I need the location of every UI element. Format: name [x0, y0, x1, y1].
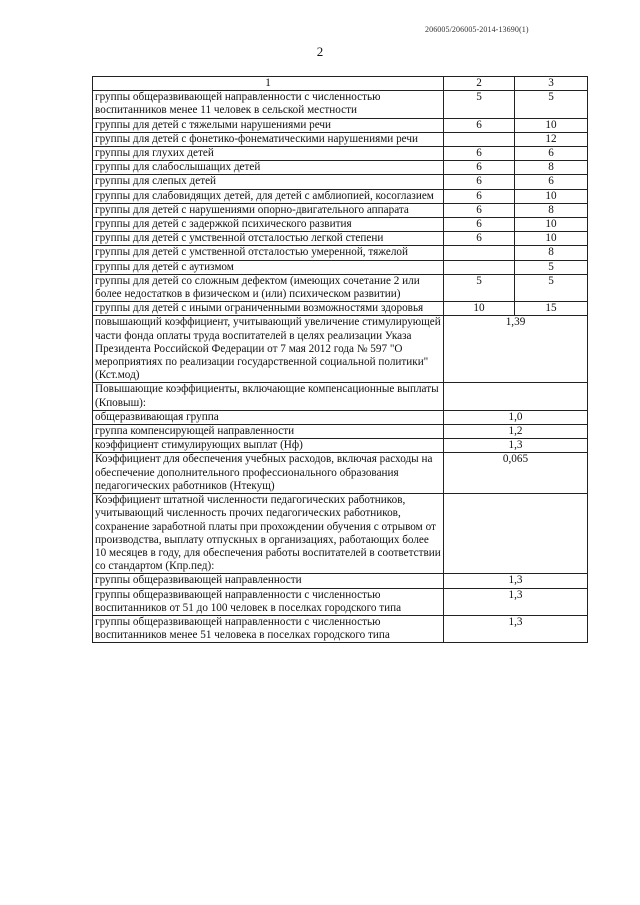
row-coefficient-value: 1,39 — [444, 316, 588, 383]
row-label: группы общеразвивающей направленности с численностью воспитанников менее 51 человека в поселках городского типа — [93, 615, 444, 642]
row-label: группы для детей со сложным дефектом (имеющих сочетание 2 или более недостатков в физическом и (или) психическом развитии) — [93, 274, 444, 301]
row-label: коэффициент стимулирующих выплат (Нф) — [93, 439, 444, 453]
row-label: группы для слепых детей — [93, 175, 444, 189]
row-label: группы для детей с фонетико-фонематическими нарушениями речи — [93, 132, 444, 146]
row-value-col2 — [444, 246, 515, 260]
table-row — [93, 260, 588, 274]
table-row — [93, 161, 588, 175]
row-label: группы общеразвивающей направленности с численностью воспитанников менее 11 человек в сельской местности — [93, 91, 444, 118]
row-label: общеразвивающая группа — [93, 410, 444, 424]
table-row — [93, 439, 588, 453]
row-label: группы для детей с иными ограниченными возможностями здоровья — [93, 302, 444, 316]
row-label: группы для глухих детей — [93, 147, 444, 161]
row-label: повышающий коэффициент, учитывающий увеличение стимулирующей части фонда оплаты труда воспитателей в целях реализации Указа Президента Российской Федерации от 7 мая 2012 года № 597 "О мероприятиях по реализации государственной социальной политики" (Кст.мод) — [93, 316, 444, 383]
row-value-col2: 5 — [444, 91, 515, 118]
column-header-2: 2 — [444, 77, 515, 91]
row-coefficient-value: 1,3 — [444, 439, 588, 453]
row-value-col2: 10 — [444, 302, 515, 316]
row-value-col2 — [444, 132, 515, 146]
row-value-col3: 10 — [515, 232, 588, 246]
table-row — [93, 494, 588, 574]
table-header-row — [93, 77, 588, 91]
table-row — [93, 175, 588, 189]
table-row — [93, 316, 588, 383]
table-row — [93, 615, 588, 642]
row-value-col3: 6 — [515, 147, 588, 161]
table-row — [93, 588, 588, 615]
row-label: Коэффициент для обеспечения учебных расходов, включая расходы на обеспечение дополнительного профессионального образования педагогических работников (Нтекущ) — [93, 453, 444, 494]
row-label: группы для детей с аутизмом — [93, 260, 444, 274]
row-label: группы для детей с умственной отсталостью умеренной, тяжелой — [93, 246, 444, 260]
row-value-col2: 6 — [444, 175, 515, 189]
row-value-col3: 15 — [515, 302, 588, 316]
table-row — [93, 91, 588, 118]
row-label: группы для детей с тяжелыми нарушениями речи — [93, 118, 444, 132]
row-value-col2: 6 — [444, 118, 515, 132]
table-row — [93, 118, 588, 132]
row-label: группа компенсирующей направленности — [93, 425, 444, 439]
row-value-col3: 12 — [515, 132, 588, 146]
row-value-col3: 5 — [515, 260, 588, 274]
row-label: группы общеразвивающей направленности с численностью воспитанников от 51 до 100 человек в поселках городского типа — [93, 588, 444, 615]
row-coefficient-value — [444, 494, 588, 574]
row-coefficient-value: 0,065 — [444, 453, 588, 494]
table-row — [93, 274, 588, 301]
row-value-col2: 6 — [444, 147, 515, 161]
row-value-col2: 6 — [444, 161, 515, 175]
row-coefficient-value: 1,3 — [444, 588, 588, 615]
row-coefficient-value — [444, 383, 588, 410]
row-coefficient-value: 1,2 — [444, 425, 588, 439]
table-row — [93, 246, 588, 260]
row-value-col3: 5 — [515, 91, 588, 118]
row-value-col3: 10 — [515, 118, 588, 132]
table-row — [93, 203, 588, 217]
row-label: Коэффициент штатной численности педагогических работников, учитывающий численность прочих педагогических работников, сохранение заработной платы при прохождении обучения с отрывом от производства, выплату отпускных в организациях, работающих более 10 месяцев в году, для обеспечения работы воспитателей в соответствии со стандартом (Кпр.пед): — [93, 494, 444, 574]
row-label: группы общеразвивающей направленности — [93, 574, 444, 588]
row-value-col3: 8 — [515, 203, 588, 217]
row-label: группы для слабослышащих детей — [93, 161, 444, 175]
row-value-col3: 8 — [515, 161, 588, 175]
row-coefficient-value: 1,0 — [444, 410, 588, 424]
table-row — [93, 218, 588, 232]
row-value-col2 — [444, 260, 515, 274]
column-header-3: 3 — [515, 77, 588, 91]
row-label: группы для детей с нарушениями опорно-двигательного аппарата — [93, 203, 444, 217]
row-value-col2: 5 — [444, 274, 515, 301]
row-coefficient-value: 1,3 — [444, 615, 588, 642]
table-row — [93, 383, 588, 410]
row-value-col2: 6 — [444, 232, 515, 246]
row-label: группы для слабовидящих детей, для детей с амблиопией, косоглазием — [93, 189, 444, 203]
document-id: 206005/206005-2014-13690(1) — [425, 25, 529, 34]
table-row — [93, 147, 588, 161]
row-value-col2: 6 — [444, 189, 515, 203]
table-row — [93, 302, 588, 316]
row-coefficient-value: 1,3 — [444, 574, 588, 588]
row-value-col3: 8 — [515, 246, 588, 260]
row-value-col3: 5 — [515, 274, 588, 301]
table-row — [93, 574, 588, 588]
table-row — [93, 189, 588, 203]
row-value-col3: 10 — [515, 189, 588, 203]
row-value-col2: 6 — [444, 218, 515, 232]
table-row — [93, 410, 588, 424]
row-value-col3: 6 — [515, 175, 588, 189]
column-header-1: 1 — [93, 77, 444, 91]
coefficients-table — [92, 76, 588, 643]
row-value-col2: 6 — [444, 203, 515, 217]
row-label: группы для детей с умственной отсталостью легкой степени — [93, 232, 444, 246]
row-label: группы для детей с задержкой психического развития — [93, 218, 444, 232]
table-row — [93, 425, 588, 439]
row-label: Повышающие коэффициенты, включающие компенсационные выплаты (Кповыш): — [93, 383, 444, 410]
page-number: 2 — [316, 44, 324, 59]
table-row — [93, 453, 588, 494]
table-row — [93, 132, 588, 146]
table-row — [93, 232, 588, 246]
row-value-col3: 10 — [515, 218, 588, 232]
